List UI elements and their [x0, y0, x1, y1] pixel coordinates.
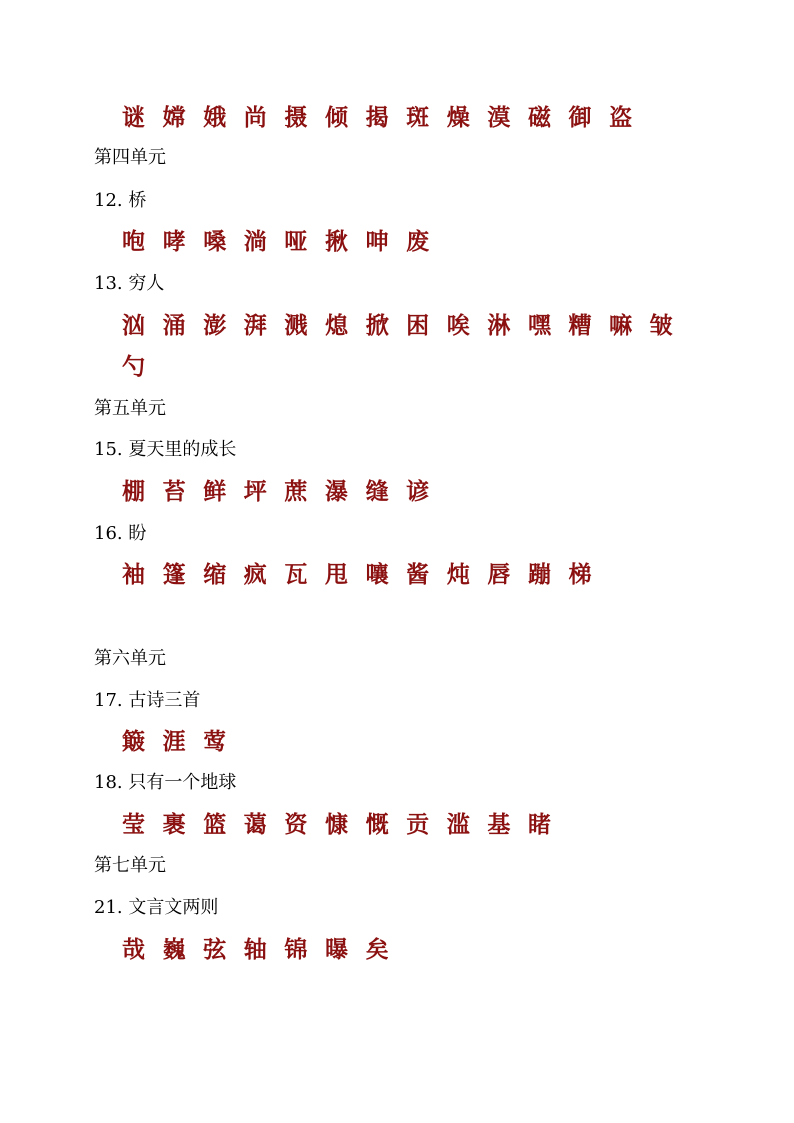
- unit-heading: 第七单元: [94, 855, 166, 876]
- character: 糟: [568, 312, 592, 339]
- character: 哉: [122, 936, 145, 963]
- character: 缩: [203, 561, 227, 588]
- character: 揭: [365, 104, 389, 131]
- character: 废: [406, 228, 430, 255]
- character: 湃: [243, 312, 267, 339]
- lesson-heading: 18. 只有一个地球: [94, 772, 237, 793]
- character: 谜: [122, 104, 145, 131]
- character: 轴: [243, 936, 267, 963]
- character: 基: [487, 811, 511, 838]
- unit-heading: 第四单元: [94, 147, 166, 168]
- character: 嚷: [365, 561, 389, 588]
- character: 梯: [568, 561, 592, 588]
- character: 嗓: [203, 228, 227, 255]
- character: 尚: [243, 104, 267, 131]
- character: 娥: [203, 104, 227, 131]
- character: 滥: [446, 811, 470, 838]
- character: 熄: [324, 312, 348, 339]
- character: 弦: [203, 936, 227, 963]
- character: 咆: [122, 228, 145, 255]
- lesson-heading: 21. 文言文两则: [94, 897, 219, 918]
- character: 蔼: [243, 811, 267, 838]
- character: 鲜: [203, 478, 227, 505]
- character: 涯: [162, 728, 186, 755]
- character-row: [122, 472, 447, 512]
- character: 淌: [243, 228, 267, 255]
- character-row: [122, 222, 447, 262]
- character: 袖: [122, 561, 145, 588]
- character: 篮: [203, 811, 227, 838]
- character-row: [122, 805, 569, 845]
- character: 斑: [406, 104, 430, 131]
- character: 巍: [162, 936, 186, 963]
- character: 曝: [324, 936, 348, 963]
- character: 矣: [365, 936, 389, 963]
- character: 酱: [406, 561, 430, 588]
- character-row: [122, 98, 650, 138]
- lesson-heading: 17. 古诗三首: [94, 690, 201, 711]
- character: 勺: [122, 353, 145, 380]
- character: 摄: [284, 104, 308, 131]
- character: 锦: [284, 936, 308, 963]
- character: 瀑: [324, 478, 348, 505]
- unit-heading: 第五单元: [94, 398, 166, 419]
- character-row: [122, 347, 163, 387]
- character: 嫦: [162, 104, 186, 131]
- character: 疯: [243, 561, 267, 588]
- character: 睹: [527, 811, 551, 838]
- lesson-heading: 16. 盼: [94, 523, 147, 544]
- character: 棚: [122, 478, 145, 505]
- character: 嘿: [527, 312, 551, 339]
- character: 裹: [162, 811, 186, 838]
- character: 嘛: [609, 312, 633, 339]
- character: 簸: [122, 728, 145, 755]
- character: 澎: [203, 312, 227, 339]
- character: 呻: [365, 228, 389, 255]
- character: 篷: [162, 561, 186, 588]
- character: 倾: [324, 104, 348, 131]
- character: 皱: [649, 312, 673, 339]
- lesson-heading: 12. 桥: [94, 190, 147, 211]
- character: 涌: [162, 312, 186, 339]
- character: 漠: [487, 104, 511, 131]
- character: 贡: [406, 811, 430, 838]
- character: 莹: [122, 811, 145, 838]
- character: 坪: [243, 478, 267, 505]
- lesson-heading: 15. 夏天里的成长: [94, 439, 237, 460]
- character: 炖: [446, 561, 470, 588]
- character: 唇: [487, 561, 511, 588]
- character-row: [122, 722, 244, 762]
- character: 缝: [365, 478, 389, 505]
- character: 揪: [324, 228, 348, 255]
- character: 莺: [203, 728, 227, 755]
- character: 掀: [365, 312, 389, 339]
- character: 甩: [324, 561, 348, 588]
- unit-heading: 第六单元: [94, 648, 166, 669]
- character: 瓦: [284, 561, 308, 588]
- character: 唉: [446, 312, 470, 339]
- character: 汹: [122, 312, 145, 339]
- character: 溅: [284, 312, 308, 339]
- character: 慨: [365, 811, 389, 838]
- character-row: [122, 306, 690, 346]
- character: 御: [568, 104, 592, 131]
- character: 磁: [527, 104, 551, 131]
- lesson-heading: 13. 穷人: [94, 273, 165, 294]
- character: 苔: [162, 478, 186, 505]
- character: 谚: [406, 478, 430, 505]
- character: 哮: [162, 228, 186, 255]
- character: 慷: [324, 811, 348, 838]
- character: 淋: [487, 312, 511, 339]
- character-row: [122, 555, 609, 595]
- character: 盗: [609, 104, 633, 131]
- character-row: [122, 930, 406, 970]
- character: 燥: [446, 104, 470, 131]
- character: 资: [284, 811, 308, 838]
- character: 蔗: [284, 478, 308, 505]
- character: 哑: [284, 228, 308, 255]
- character: 蹦: [527, 561, 551, 588]
- character: 困: [406, 312, 430, 339]
